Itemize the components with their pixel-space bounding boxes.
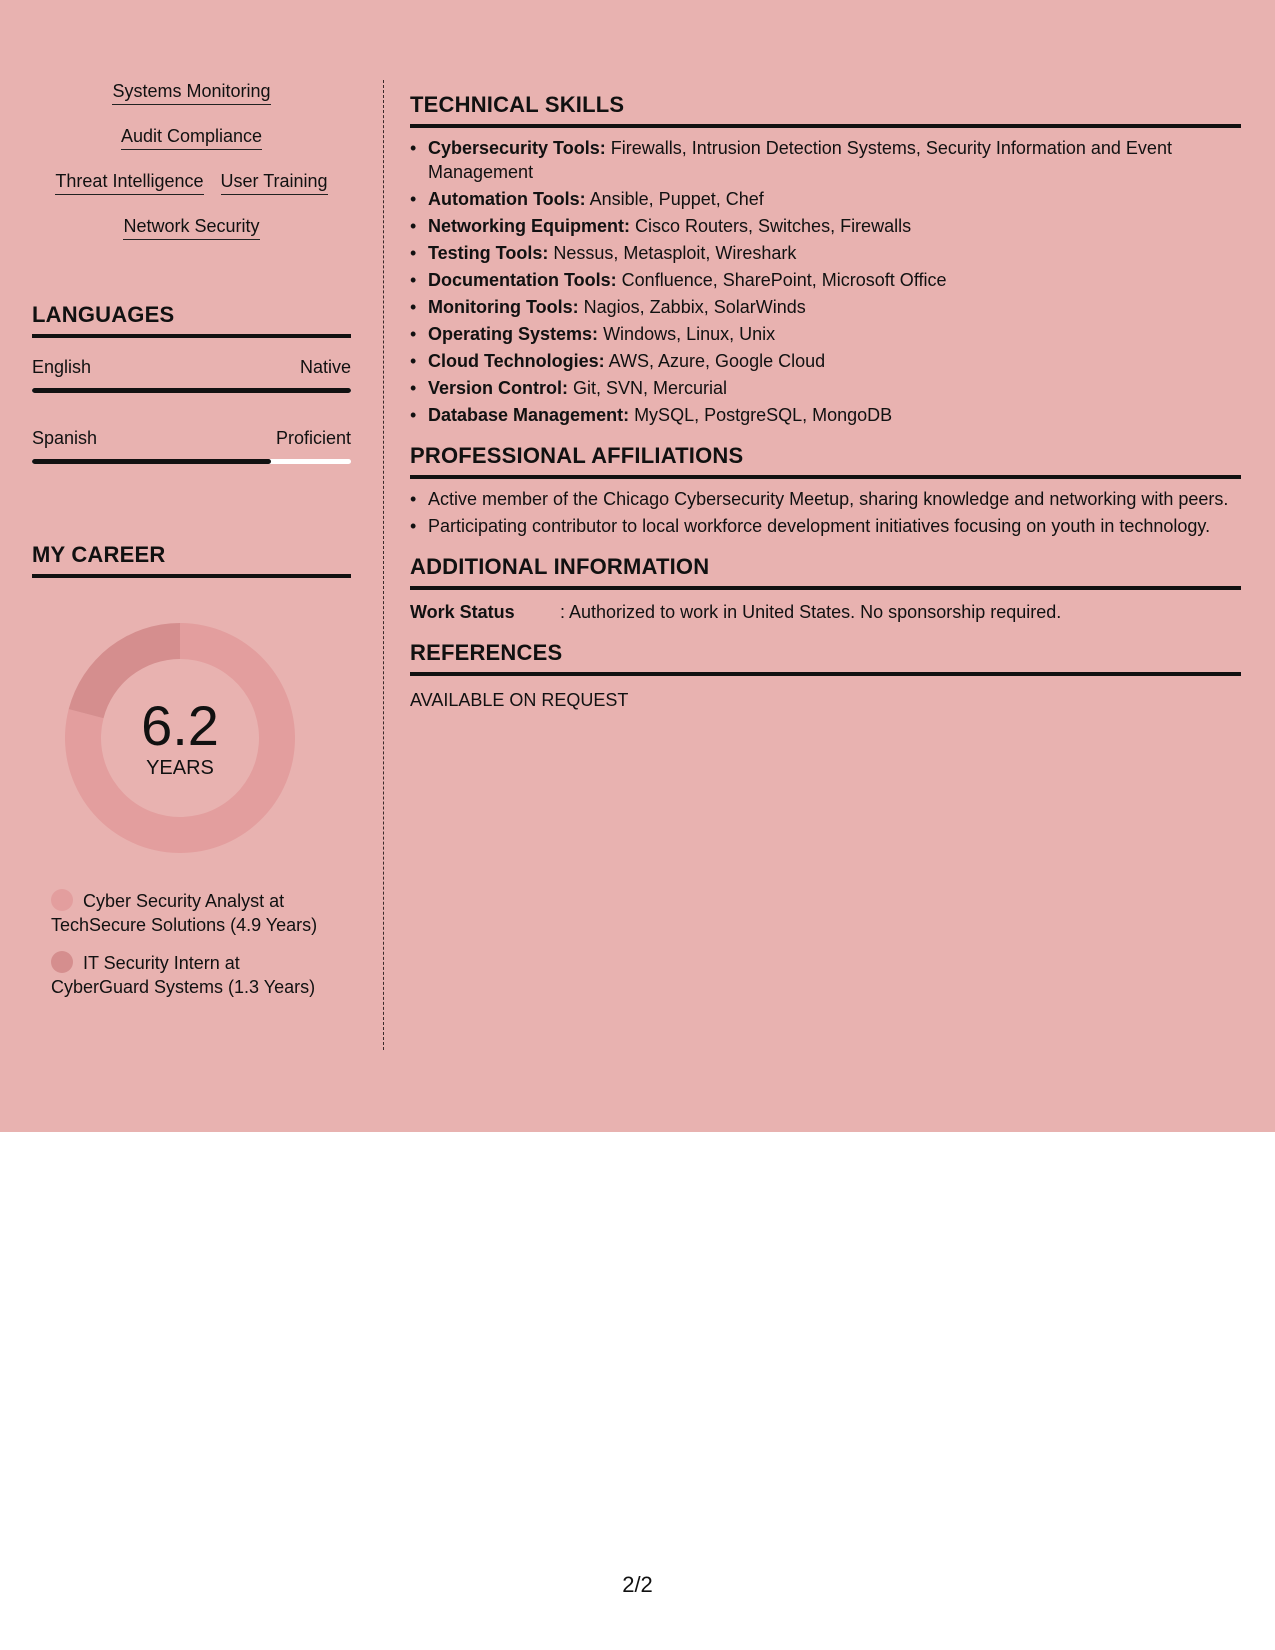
career-legend-item [51,951,331,999]
skill-category: Version Control: [428,378,569,398]
skill-tag: Systems Monitoring [112,80,270,105]
career-total-unit: YEARS [146,757,214,779]
language-bar-fill [32,388,351,393]
language-name: English [32,357,92,377]
work-status-row [410,600,1241,624]
career-legend-label: Cyber Security Analyst at TechSecure Solutions (4.9 Years) [51,891,318,935]
language-level: Native [299,357,351,377]
skill-tags [32,80,351,260]
skill-values: Nagios, Zabbix, SolarWinds [578,297,806,317]
skill-item [410,268,1241,292]
affiliations-title: PROFESSIONAL AFFILIATIONS [410,443,1241,479]
skill-values: Cisco Routers, Switches, Firewalls [630,216,912,236]
skill-tag: User Training [221,170,328,195]
work-status-value: : Authorized to work in United States. No sponsorship required. [560,602,1062,622]
affiliations-list [410,487,1241,538]
work-status-label: Work Status [410,602,515,622]
skill-tag: Audit Compliance [121,125,262,150]
career-total-value: 6.2 [141,694,219,757]
skill-values: Nessus, Metasploit, Wireshark [548,243,797,263]
skill-values: Windows, Linux, Unix [598,324,776,344]
career-section [32,542,351,999]
languages-title: LANGUAGES [32,302,351,338]
technical-skills-list [410,136,1241,427]
references-section [410,640,1241,712]
skill-values: Firewalls, Intrusion Detection Systems, Security Information and Event Management [428,138,1172,182]
skill-values: Ansible, Puppet, Chef [585,189,764,209]
language-bar [32,459,351,464]
language-name: Spanish [32,428,98,448]
career-donut-chart [65,623,295,853]
skill-category: Operating Systems: [428,324,599,344]
skill-item [410,214,1241,238]
sidebar [32,80,351,1013]
affiliation-item: • Participating contributor to local workforce development initiatives focusing on youth in technology. [410,514,1241,538]
page-number: 2/2 [622,1572,653,1597]
skill-values: AWS, Azure, Google Cloud [604,351,826,371]
career-legend-item [51,889,331,937]
affiliations-section [410,443,1241,538]
career-legend-label: IT Security Intern at CyberGuard Systems (1.3 Years) [51,953,316,997]
skill-category: Monitoring Tools: [428,297,579,317]
career-legend [51,889,331,999]
skill-item [410,187,1241,211]
references-title: REFERENCES [410,640,1241,676]
technical-skills-section [410,92,1241,427]
legend-dot-icon [51,951,73,973]
skill-item [410,376,1241,400]
legend-dot-icon [51,889,73,911]
skill-tag-row [55,170,327,215]
skill-tag: Threat Intelligence [55,170,203,195]
skill-category: Testing Tools: [428,243,549,263]
skill-category: Database Management: [428,405,630,425]
languages-section [32,302,351,464]
skill-tag-row [123,215,259,260]
skill-tag: Network Security [123,215,259,240]
skill-item [410,241,1241,265]
technical-skills-title: TECHNICAL SKILLS [410,92,1241,128]
affiliation-item: • Active member of the Chicago Cybersecurity Meetup, sharing knowledge and networking with peers. [410,487,1241,511]
skill-category: Networking Equipment: [428,216,630,236]
main-content [410,92,1241,712]
skill-item [410,322,1241,346]
language-level: Proficient [275,428,351,448]
skill-tag-row [112,80,270,125]
column-divider [383,80,384,1050]
skill-item [410,403,1241,427]
skill-category: Documentation Tools: [428,270,617,290]
skill-category: Cloud Technologies: [428,351,605,371]
skill-values: MySQL, PostgreSQL, MongoDB [629,405,893,425]
skill-item [410,349,1241,373]
skill-category: Automation Tools: [428,189,586,209]
skill-tag-row [121,125,262,170]
additional-info-section [410,554,1241,624]
additional-info-title: ADDITIONAL INFORMATION [410,554,1241,590]
skill-values: Git, SVN, Mercurial [568,378,728,398]
skill-values: Confluence, SharePoint, Microsoft Office [616,270,947,290]
references-text: AVAILABLE ON REQUEST [410,690,629,710]
language-bar [32,388,351,393]
skill-category: Cybersecurity Tools: [428,138,606,158]
skill-item [410,136,1241,184]
skill-item [410,295,1241,319]
career-title: MY CAREER [32,542,351,578]
language-bar-fill [32,459,271,464]
language-item [32,427,351,464]
language-item [32,356,351,393]
